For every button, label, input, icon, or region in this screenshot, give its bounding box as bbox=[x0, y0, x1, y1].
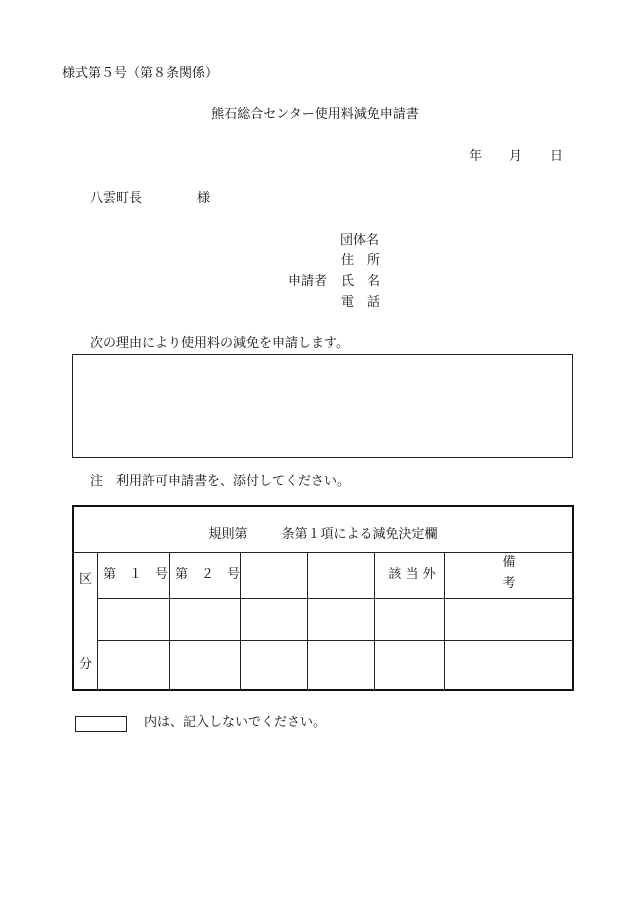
addressee-name: 八雲町長 bbox=[90, 191, 143, 206]
section-label-top: 区 bbox=[79, 572, 93, 587]
applicant-label: 申請者 bbox=[288, 274, 328, 289]
header-not-applicable: 該 当 外 bbox=[388, 567, 436, 582]
decision-title-row bbox=[74, 507, 572, 553]
header-col-2: 第 ２ 号 bbox=[175, 567, 241, 582]
header-col-1: 第 １ 号 bbox=[103, 567, 169, 582]
applicant-address-label-1: 住 bbox=[341, 253, 355, 268]
decision-title-right: 条第１項による減免決定欄 bbox=[281, 527, 438, 542]
column-divider bbox=[374, 553, 375, 689]
section-label-bottom: 分 bbox=[79, 657, 93, 672]
column-divider bbox=[307, 553, 308, 689]
header-remarks-2: 考 bbox=[502, 576, 516, 591]
row-divider bbox=[97, 640, 572, 641]
applicant-phone-label-2: 話 bbox=[367, 295, 381, 310]
decision-title-left: 規則第 bbox=[208, 527, 248, 542]
applicant-phone-label-1: 電 bbox=[341, 295, 355, 310]
date-day: 日 bbox=[550, 149, 564, 164]
column-divider bbox=[97, 553, 98, 689]
footer-note: 内は、記入しないでください。 bbox=[144, 715, 327, 730]
page-title: 熊石総合センター使用料減免申請書 bbox=[211, 107, 419, 122]
reason-box[interactable] bbox=[72, 354, 573, 458]
date-month: 月 bbox=[509, 149, 523, 164]
applicant-name-label-1: 氏 bbox=[341, 274, 355, 289]
applicant-group-name-label: 団体名 bbox=[340, 233, 380, 248]
footer-note-box bbox=[75, 716, 127, 732]
header-remarks-1: 備 bbox=[502, 555, 516, 570]
applicant-address-label-2: 所 bbox=[367, 253, 381, 268]
column-divider bbox=[240, 553, 241, 689]
form-number: 様式第５号（第８条関係） bbox=[62, 66, 219, 81]
column-divider bbox=[444, 553, 445, 689]
reason-intro: 次の理由により使用料の減免を申請します。 bbox=[90, 336, 349, 351]
date-year: 年 bbox=[469, 149, 483, 164]
applicant-name-label-2: 名 bbox=[367, 274, 381, 289]
attachment-note: 注 利用許可申請書を、添付してください。 bbox=[90, 474, 351, 489]
row-divider bbox=[97, 598, 572, 599]
addressee-honorific: 様 bbox=[197, 191, 211, 206]
column-divider bbox=[169, 553, 170, 689]
decision-table bbox=[72, 505, 574, 691]
